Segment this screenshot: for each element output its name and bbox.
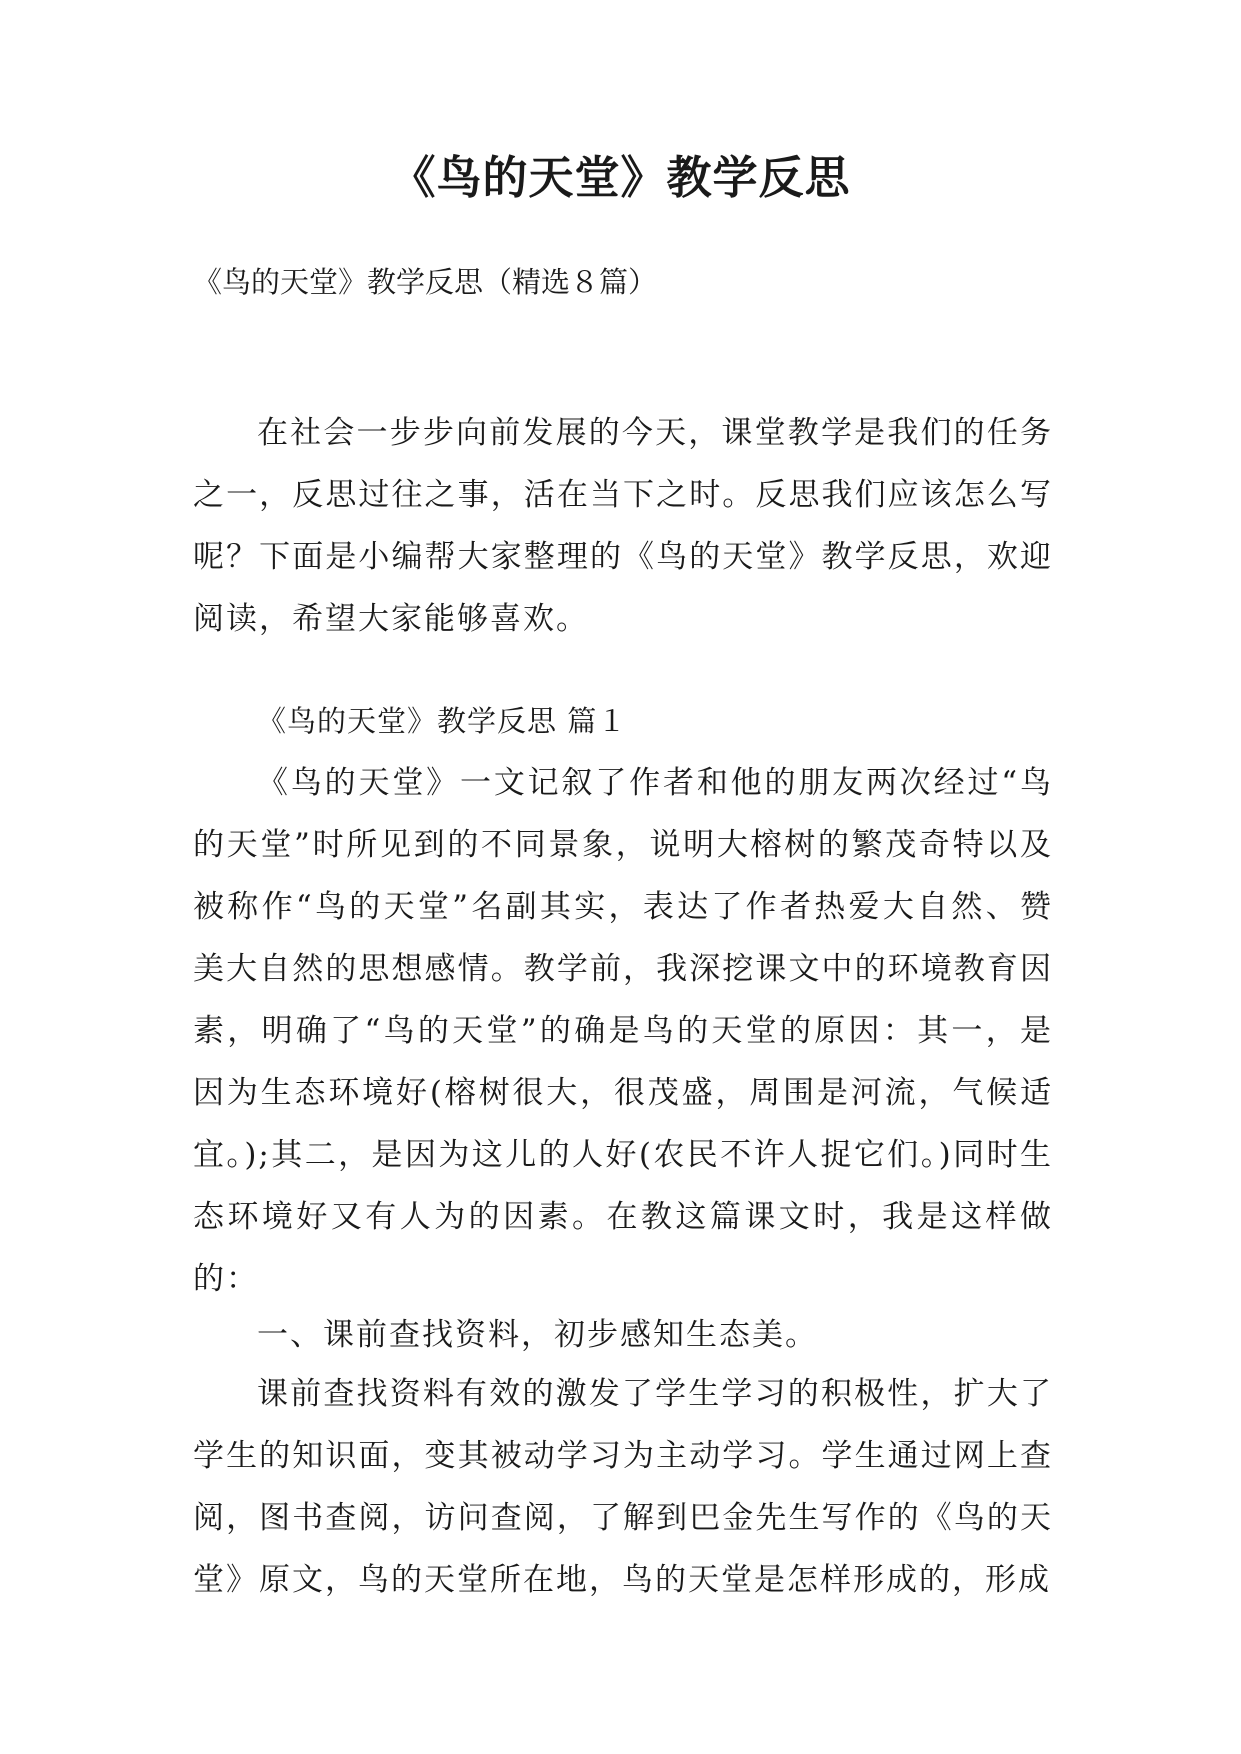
document-subtitle: 《鸟的天堂》教学反思（精选８篇） [193,265,658,299]
section-paragraph: 《鸟的天堂》一文记叙了作者和他的朋友两次经过“鸟的天堂”时所见到的不同景象，说明大榕树的繁茂奇特以及被称作“鸟的天堂”名副其实，表达了作者热爱大自然、赞美大自然的思想感情。教学前，我深挖课文中的环境教育因素，明确了“鸟的天堂”的确是鸟的天堂的原因：其一，是因为生态环境好(榕树很大，很茂盛，周围是河流，气候适宜。);其二，是因为这儿的人好(农民不许人捉它们。)同时生态环境好又有人为的因素。在教这篇课文时，我是这样做的： [193,765,1053,1297]
item-heading: 一、课前查找资料，初步感知生态美。 [257,1317,818,1353]
document-title: 《鸟的天堂》教学反思 [390,151,851,204]
intro-paragraph: 在社会一步步向前发展的今天，课堂教学是我们的任务之一，反思过往之事，活在当下之时。反思我们应该怎么写呢？下面是小编帮大家整理的《鸟的天堂》教学反思，欢迎阅读，希望大家能够喜欢。 [193,415,1053,637]
section-heading: 《鸟的天堂》教学反思 篇１ [257,704,628,738]
item-paragraph: 课前查找资料有效的激发了学生学习的积极性，扩大了学生的知识面，变其被动学习为主动学习。学生通过网上查阅，图书查阅，访问查阅，了解到巴金先生写作的《鸟的天堂》原文，鸟的天堂所在地，鸟的天堂是怎样形成的，形成 [193,1376,1053,1598]
